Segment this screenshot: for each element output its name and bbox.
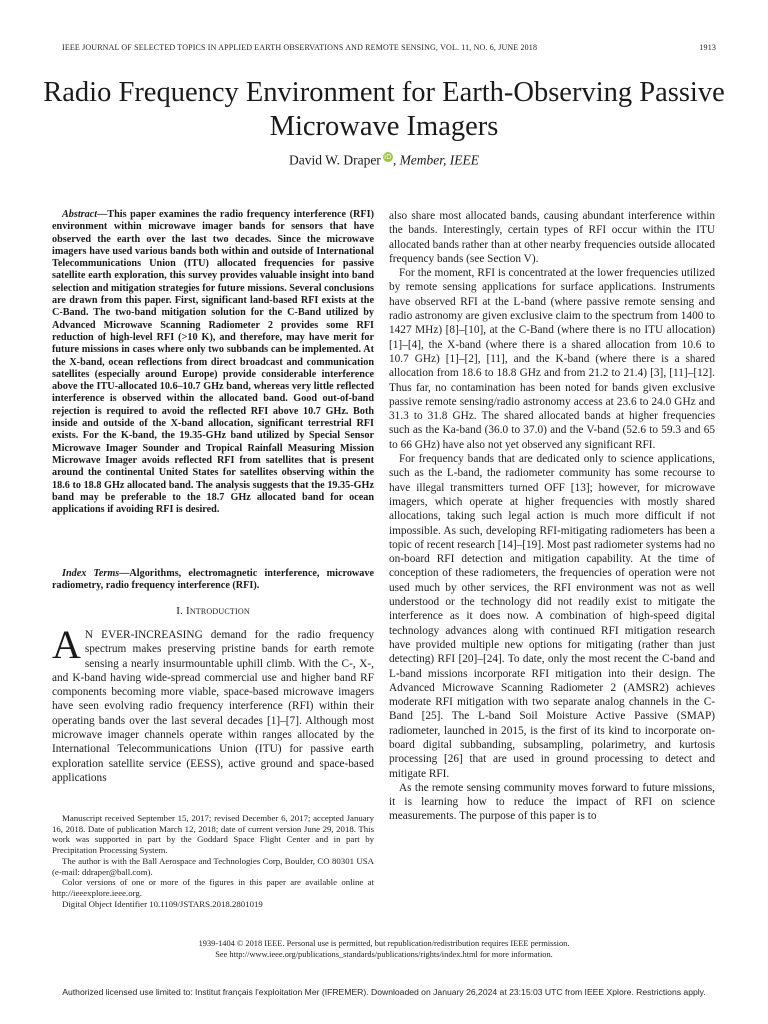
footnotes [52,813,374,909]
copyright-notice [0,938,768,960]
index-terms-text: —Algorithms, electromagnetic interference, microwave radiometry, radio frequency interference (RFI). [52,568,374,592]
author-line: David W. Draper iD, Member, IEEE [288,152,480,168]
body-paragraph: also share most allocated bands, causing abundant interference within the bands. Interestingly, certain types of RFI occur within the ITU allocated bands rather than at other nearby frequencies outside allocated frequency bands (see Section V). [389,210,715,265]
index-terms [52,568,374,593]
copyright-line: 1939-1404 © 2018 IEEE. Personal use is permitted, but republication/redistribution requires IEEE permission. [198,939,570,948]
section-number: I. [176,605,184,617]
body-paragraph: For the moment, RFI is concentrated at the lower frequencies utilized by remote sensing applications for surface applications. Instruments have observed RFI at the L-band (where passive remote sensing and radio astronomy are given exclusive claim to the spectrum from 1400 to 1427 MHz) [8]–[10], at the C-Band (where there is no ITU allocation) [1]–[4], the X-band (where there is a shared allocation from 10.6 to 10.7 GHz) [1]–[2], [11], and the K-band (where there is a shared allocation from 18.6 to 18.8 GHz and from 21.2 to 21.4) [3], [11]–[12]. Thus far, no contamination has been noted for bands given exclusive passive remote sensing/radio astronomy access at 23.6 to 24.0 GHz and 31.3 to 31.8 GHz. The shared allocated bands at higher frequencies such as the Ka-band (36.0 to 37.0) and the V-band (52.6 to 59.3 and 65 to 66 GHz) have also not yet observed any significant RFI. [389,267,715,451]
footnote-affiliation: The author is with the Ball Aerospace and Technologies Corp, Boulder, CO 80301 USA (e-mail: ddraper@ball.com). [52,855,374,877]
section-title: Introduction [185,605,250,617]
intro-paragraph [52,622,374,785]
right-column [389,209,715,824]
orcid-icon[interactable]: iD [384,153,392,161]
drop-cap: A [52,622,81,667]
body-paragraph: For frequency bands that are dedicated only to science applications, such as the L-band, the radiometer community has some recourse to have illegal transmitters turned OFF [13]; however, for microwave imagers, which operate at higher frequencies with mostly shared allocations, taking such legal action is much more difficult if not impossible. As such, developing RFI-mitigating radiometers has been a topic of recent research [14]–[19]. Most past radiometer systems had no on-board RFI detection and mitigation capability. At the time of conception of these radiometers, the frequencies of operation were not used much by other services, the RFI environment was not as well understood or the technology did not readily exist to mitigate the interference as it does now. A combination of high-speed digital technology advances along with continued RFI mitigation research have provided multiple new options for mitigating (rather than just detecting) RFI [20]–[24]. To date, only the most recent the C-band and L-band missions incorporate RFI mitigation into their design. The Advanced Microwave Scanning Radiometer 2 (AMSR2) achieves moderate RFI mitigation with two separate analog channels in the C-Band [25]. The L-band Soil Moisture Active Passive (SMAP) radiometer, launched in 2015, is the first of its kind to incorporate on-board digital subbanding, subsampling, polarimetry, and kurtosis processing [26] that are used in ground processing to detect and mitigate RFI. [389,453,715,780]
abstract-text: —This paper examines the radio frequency interference (RFI) environment within microwave imager bands for sensors that have observed the earth over the last two decades. Since the microwave imagers have used various bands both within and outside of International Telecommunications Union (ITU) allocated frequencies for passive satellite earth exploration, this survey provides valuable insight into band selection and mitigation strategies for future missions. Several conclusions are drawn from this paper. First, significant land-based RFI exists at the C-Band. The two-band mitigation solution for the C-Band utilized by Advanced Microwave Scanning Radiometer 2 provides some RFI reduction of high-level RFI (>10 K), and therefore, may have merit for future missions in cases where only two subbands can be implemented. At the X-band, ocean reflections from direct broadcast and communication satellites (especially around Europe) provide considerable interference above the ITU-allocated 10.6–10.7 GHz band, whereas very little reflected interference is observed within the allocated band. Good out-of-band rejection is required to avoid the reflected RFI above 10.7 GHz. Both inside and outside of the X-band allocation, significant terrestrial RFI exists. For the K-band, the 19.35-GHz band utilized by Special Sensor Microwave Imager Sounder and Tropical Rainfall Measuring Mission Microwave Imager avoids reflected RFI from satellites that is present around the continental United States for satellites observing within the 18.6 to 18.8 GHz allocated band. The analysis suggests that the 19.35-GHz band may be preferable to the 18.7 GHz allocated band for ocean applications if avoiding RFI is desired. [52,209,374,516]
author-membership: Member, IEEE [399,152,480,168]
body-paragraph: As the remote sensing community moves forward to future missions, it is learning how to reduce the impact of RFI on science measurements. The purpose of this paper is to [389,781,715,823]
section-heading [52,605,374,617]
intro-lead: N EVER-INCREASING [84,629,203,641]
running-header [62,43,716,52]
author-name: David W. Draper [288,152,381,168]
license-notice: Authorized licensed use limited to: Institut français l'exploitation Mer (IFREMER). Downloaded on January 26,2024 at 23:15:03 UTC from IEEE Xplore. Restrictions apply. [62,987,706,997]
abstract [52,209,374,516]
abstract-label: Abstract [62,209,98,220]
journal-name: IEEE JOURNAL OF SELECTED TOPICS IN APPLIED EARTH OBSERVATIONS AND REMOTE SENSING, VOL. 11, NO. 6, JUNE 2018 [62,43,538,52]
intro-text: demand for the radio frequency spectrum makes preserving pristine bands for earth remote sensing a nearly insurmountable uphill climb. With the C-, X-, and K-band having wide-spread commercial use and higher band RF components becoming more viable, space-based microwave imagers have seen evolving radio frequency interference (RFI) within their operating bands over the last several decades [1]–[7]. Although most microwave imager channels operate within ranges allocated by the International Telecommunications Union (ITU) for passive earth exploration satellite service (EESS), active ground and space-based applications [52,629,374,784]
index-terms-label: Index Terms [62,568,120,579]
footnote-color: Color versions of one or more of the figures in this paper are available online at http://ieeexplore.ieee.org. [52,877,374,898]
rights-link[interactable]: See http://www.ieee.org/publications_standards/publications/rights/index.html for more information. [215,950,553,959]
page-number: 1913 [699,43,716,52]
footnote-doi: Digital Object Identifier 10.1109/JSTARS.2018.2801019 [62,898,263,909]
paper-title: Radio Frequency Environment for Earth-Observing Passive Microwave Imagers [43,77,725,142]
footnote-manuscript: Manuscript received September 15, 2017; revised December 6, 2017; accepted January 16, 2018. Date of publication March 12, 2018; date of current version June 29, 2018. This work was supported in part by the Goddard Space Flight Center and in part by Precipitation Processing System. [52,813,374,856]
